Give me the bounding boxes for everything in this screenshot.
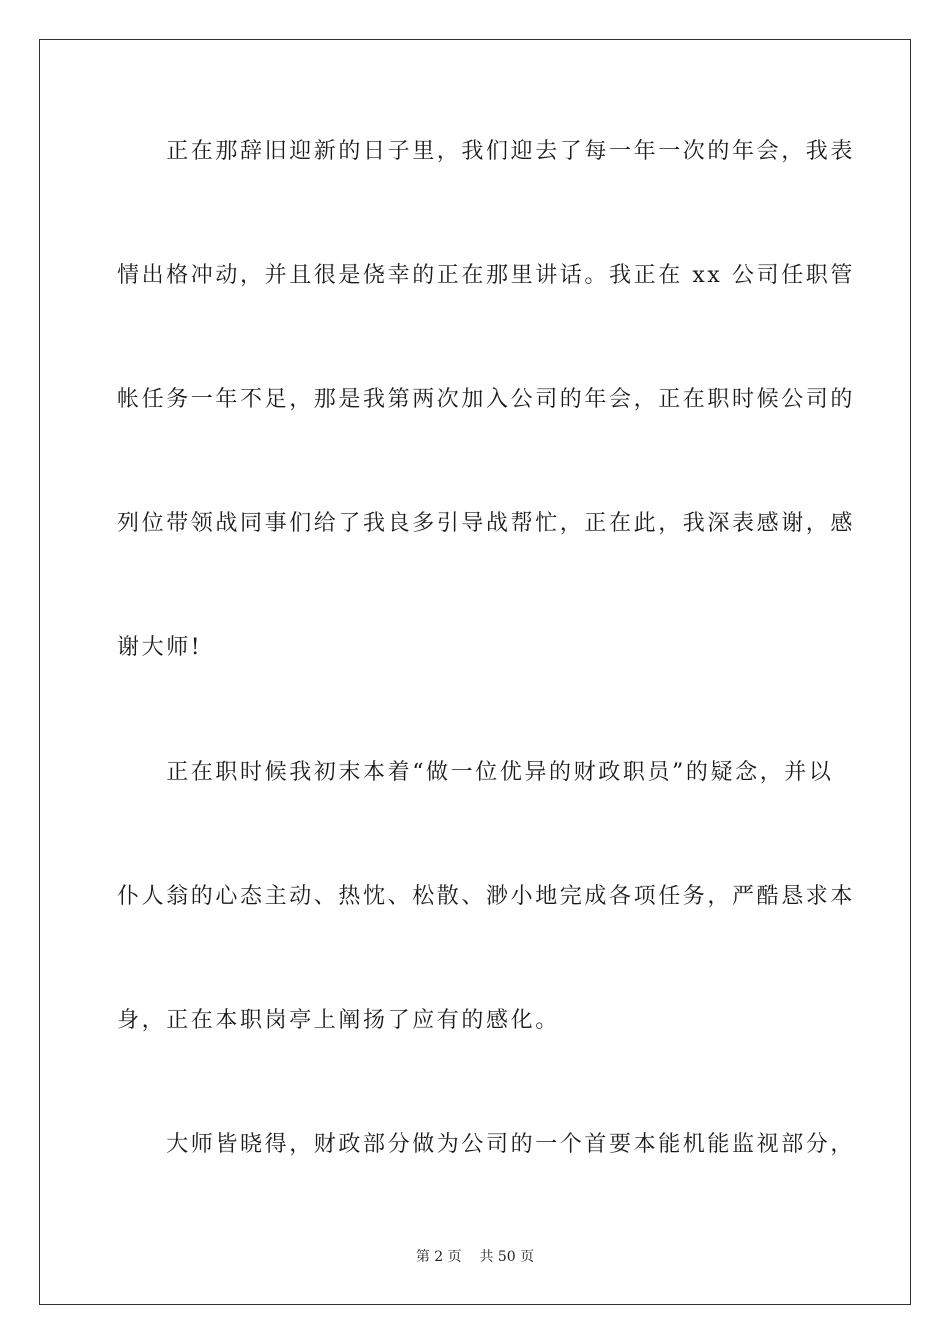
body-text-line: 身，正在本职岗亭上阐扬了应有的感化。 <box>117 1008 560 1033</box>
body-text-line: 正在那辞旧迎新的日子里，我们迎去了每一年一次的年会，我表 <box>117 139 856 164</box>
body-text-line: 情出格冲动，并且很是侥幸的正在那里讲话。我正在 xx 公司任职管 <box>117 263 856 288</box>
page-footer <box>0 1247 950 1267</box>
page-border <box>39 39 911 1305</box>
page-number: 第 2 页 <box>415 1249 462 1265</box>
body-text-line: 大师皆晓得，财政部分做为公司的一个首要本能机能监视部分， <box>117 1132 856 1157</box>
body-text-line: 列位带领战同事们给了我良多引导战帮忙，正在此，我深表感谢，感 <box>117 511 856 536</box>
body-text-line: 谢大师! <box>117 635 203 660</box>
body-text-line: 帐任务一年不足，那是我第两次加入公司的年会，正在职时候公司的 <box>117 387 856 412</box>
body-text-line: 正在职时候我初末本着“做一位优异的财政职员”的疑念，并以 <box>117 760 834 785</box>
body-text-line: 仆人翁的心态主动、热忱、松散、渺小地完成各项任务，严酷恳求本 <box>117 884 856 909</box>
page-total: 共 50 页 <box>479 1249 535 1265</box>
